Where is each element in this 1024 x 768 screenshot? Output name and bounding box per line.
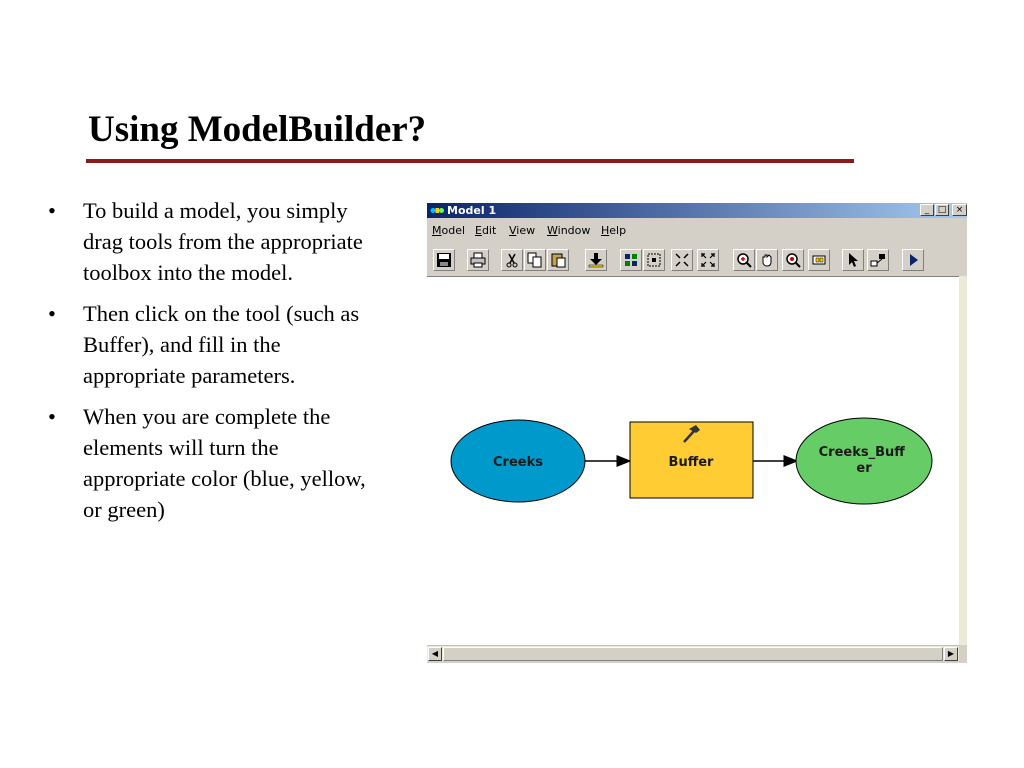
cut-button[interactable] xyxy=(501,249,523,271)
menu-window[interactable] xyxy=(547,224,590,237)
menu-window-mnemonic: W xyxy=(547,224,558,237)
model-diagram xyxy=(427,277,959,646)
vertical-scrollbar[interactable] xyxy=(959,276,967,645)
menu-model-label: odel xyxy=(441,224,466,237)
bullet-dot: • xyxy=(48,404,56,429)
minimize-button[interactable]: _ xyxy=(920,204,934,216)
slide-title: Using ModelBuilder? xyxy=(88,109,427,150)
bullet-item xyxy=(48,195,388,288)
auto-layout-button[interactable] xyxy=(620,249,642,271)
title-underline xyxy=(86,159,854,163)
close-button[interactable]: × xyxy=(952,204,967,216)
output-label-line-1: Creeks_Buff xyxy=(818,445,905,460)
menu-help[interactable] xyxy=(601,224,626,237)
modelbuilder-window xyxy=(427,203,967,663)
maximize-button[interactable]: □ xyxy=(935,204,949,216)
full-extent-icon xyxy=(646,252,662,268)
scroll-left-button[interactable]: ◀ xyxy=(428,647,442,661)
bullet-text: To build a model, you simply drag tools from the appropriate toolbox into the model. xyxy=(83,198,363,285)
model-app-icon xyxy=(430,206,444,215)
pan-button[interactable] xyxy=(756,249,778,271)
horizontal-scrollbar[interactable] xyxy=(427,645,959,661)
bullet-text: When you are complete the elements will turn the appropriate color (blue, yellow, or green) xyxy=(83,404,366,522)
model-canvas[interactable] xyxy=(427,276,959,645)
pan-icon xyxy=(759,252,775,268)
bullet-text: Then click on the tool (such as Buffer), and fill in the appropriate parameters. xyxy=(83,301,360,388)
zoom-full-icon xyxy=(785,252,801,268)
add-data-icon xyxy=(588,252,604,268)
scroll-right-button[interactable]: ▶ xyxy=(944,647,958,661)
menu-edit-mnemonic: E xyxy=(475,224,482,237)
menu-model-mnemonic: M xyxy=(432,224,442,237)
bullet-item xyxy=(48,401,388,525)
connect-icon xyxy=(870,252,886,268)
run-button[interactable] xyxy=(902,249,924,271)
bullet-dot: • xyxy=(48,301,56,326)
copy-icon xyxy=(527,252,543,268)
buffer-tool-label: Buffer xyxy=(668,455,714,470)
grid-button[interactable] xyxy=(808,249,830,271)
select-icon xyxy=(845,252,861,268)
grid-icon xyxy=(811,252,827,268)
input-data-label: Creeks xyxy=(493,455,543,470)
zoom-in-fixed-button[interactable] xyxy=(671,249,693,271)
bullet-item xyxy=(48,298,388,391)
save-button[interactable] xyxy=(433,249,455,271)
menu-bar xyxy=(427,222,967,240)
print-button[interactable] xyxy=(467,249,489,271)
zoom-out-fixed-icon xyxy=(700,252,716,268)
menu-edit-label: dit xyxy=(481,224,497,237)
copy-button[interactable] xyxy=(524,249,546,271)
zoom-in-icon xyxy=(736,252,752,268)
paste-icon xyxy=(550,252,566,268)
standard-toolbar xyxy=(427,245,967,275)
print-icon xyxy=(470,252,486,268)
bullet-dot: • xyxy=(48,198,56,223)
cut-icon xyxy=(504,252,520,268)
paste-button[interactable] xyxy=(547,249,569,271)
add-data-button[interactable] xyxy=(585,249,607,271)
menu-view-label: iew xyxy=(516,224,536,237)
bullet-list xyxy=(48,195,388,535)
zoom-full-button[interactable] xyxy=(782,249,804,271)
connect-button[interactable] xyxy=(867,249,889,271)
full-extent-button[interactable] xyxy=(643,249,665,271)
menu-help-label: elp xyxy=(609,224,627,237)
menu-model[interactable] xyxy=(432,224,465,237)
run-icon xyxy=(905,252,921,268)
zoom-out-fixed-button[interactable] xyxy=(697,249,719,271)
menu-view-mnemonic: V xyxy=(509,224,517,237)
menu-view[interactable] xyxy=(509,224,535,237)
zoom-in-fixed-icon xyxy=(674,252,690,268)
save-icon xyxy=(436,252,452,268)
menu-help-mnemonic: H xyxy=(601,224,610,237)
zoom-in-button[interactable] xyxy=(733,249,755,271)
auto-layout-icon xyxy=(623,252,639,268)
output-label-line-2: er xyxy=(856,461,872,476)
window-title: Model 1 xyxy=(447,204,497,217)
menu-window-label: indow xyxy=(557,224,591,237)
menu-edit[interactable] xyxy=(475,224,496,237)
title-bar[interactable] xyxy=(427,203,967,218)
scroll-thumb[interactable] xyxy=(443,647,943,661)
select-button[interactable] xyxy=(842,249,864,271)
